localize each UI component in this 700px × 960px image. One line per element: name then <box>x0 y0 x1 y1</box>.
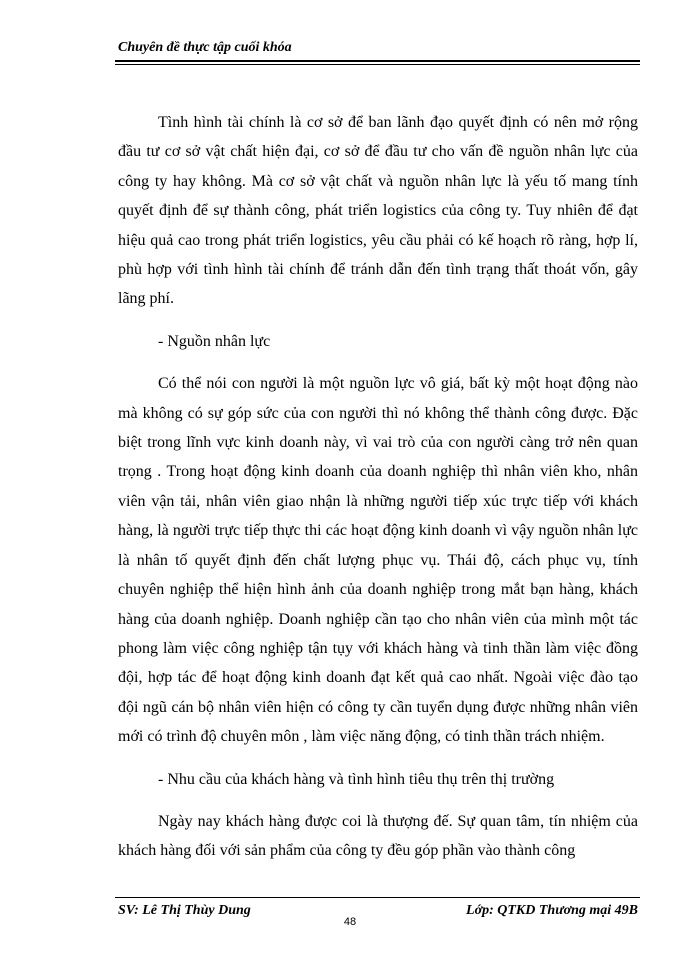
footer-student-name: SV: Lê Thị Thùy Dung <box>118 903 251 918</box>
section-heading-human-resources: - Nguồn nhân lực <box>158 332 271 350</box>
footer-rule <box>115 897 640 898</box>
page-header-title: Chuyên đề thực tập cuối khóa <box>118 40 292 55</box>
header-rule <box>115 60 640 62</box>
header-rule-thin <box>115 64 640 65</box>
section-heading-customer-demand: - Nhu cầu của khách hàng và tình hình tiêu thụ trên thị trường <box>158 770 555 788</box>
document-body <box>118 108 638 866</box>
paragraph-customer-demand: Ngày nay khách hàng được coi là thượng đế. Sự quan tâm, tín nhiệm của khách hàng đối với sản phẩm của công ty đều góp phần vào thành công <box>118 812 638 860</box>
paragraph-human-resources: Có thể nói con người là một nguồn lực vô giá, bất kỳ một hoạt động nào mà không có sự góp sức của con người thì nó không thể thành công được. Đặc biệt trong lĩnh vực kinh doanh này, vì vai trò của con người càng trở nên quan trọng . Trong hoạt động kinh doanh của doanh nghiệp thì nhân viên kho, nhân viên vận tải, nhân viên giao nhận là những người tiếp xúc trực tiếp với khách hàng, là người trực tiếp thực thi các hoạt động kinh doanh vì vậy nguồn nhân lực là nhân tố quyết định đến chất lượng phục vụ. Thái độ, cách phục vụ, tính chuyên nghiệp thể hiện hình ảnh của doanh nghiệp trong mắt bạn hàng, khách hàng của doanh nghiệp. Doanh nghiệp cần tạo cho nhân viên của mình một tác phong làm việc công nghiệp tận tụy với khách hàng và tinh thần làm việc đồng đội, hợp tác để hoạt động kinh doanh đạt kết quả cao nhất. Ngoài việc đào tạo đội ngũ cán bộ nhân viên hiện có công ty cần tuyển dụng được những nhân viên mới có trình độ chuyên môn , làm việc năng động, có tinh thần trách nhiệm. <box>118 375 638 746</box>
footer-class-name: Lớp: QTKD Thương mại 49B <box>466 903 638 918</box>
paragraph-finance: Tình hình tài chính là cơ sở để ban lãnh đạo quyết định có nên mở rộng đầu tư cơ sở vật chất hiện đại, cơ sở để đầu tư cho vấn đề nguồn nhân lực của công ty hay không. Mà cơ sở vật chất và nguồn nhân lực là yếu tố mang tính quyết định để sự thành công, phát triển logistics của công ty. Tuy nhiên để đạt hiệu quả cao trong phát triển logistics, yêu cầu phải có kế hoạch rõ ràng, hợp lí, phù hợp với tình hình tài chính để tránh dẫn đến tình trạng thất thoát vốn, gây lãng phí. <box>118 114 638 308</box>
page-number: 48 <box>343 916 357 928</box>
